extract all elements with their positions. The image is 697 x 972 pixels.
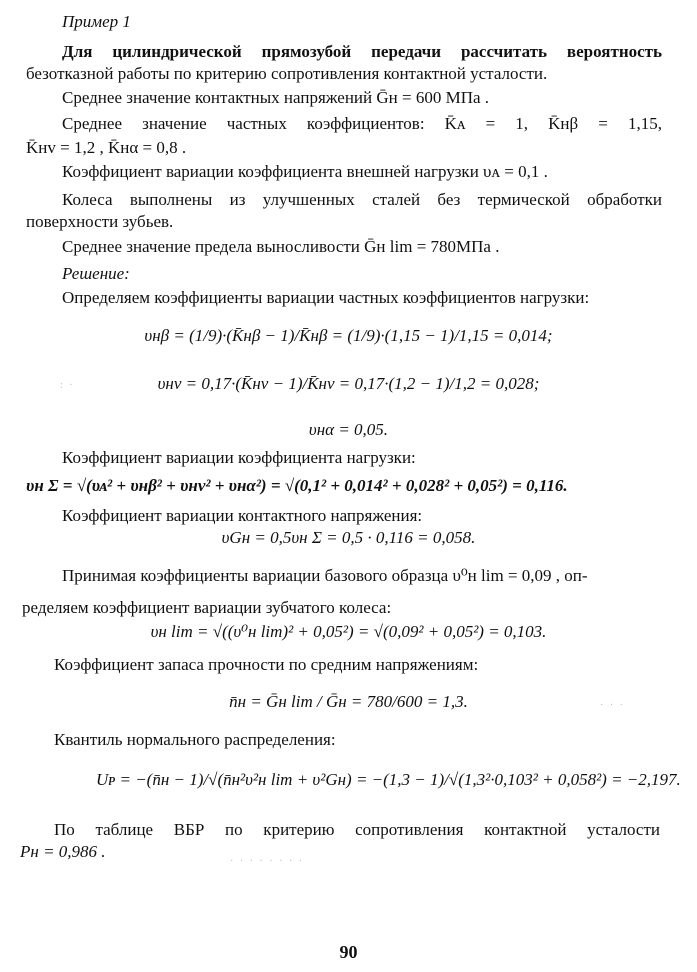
formula-3: υнα = 0,05.: [308, 420, 389, 439]
solution-line-7: По таблице ВБР по критерию сопротивления контактной усталости: [54, 820, 660, 839]
solution-line-5: Коэффициент запаса прочности по средним напряжениям:: [54, 655, 479, 674]
solution-label: Решение:: [62, 264, 130, 283]
scan-noise: · · ·: [600, 700, 625, 711]
task-line-9: Среднее значение предела выносливости Ḡн lim = 780МПа .: [62, 237, 500, 256]
solution-line-3: Коэффициент вариации контактного напряжения:: [62, 506, 423, 525]
page-number: 90: [339, 942, 358, 962]
solution-line-8: Pн = 0,986 .: [20, 842, 106, 861]
task-line-2: безотказной работы по критерию сопротивления контактной усталости.: [26, 64, 548, 83]
task-line-1: Для цилиндрической прямозубой передачи рассчитать вероятность: [62, 42, 662, 61]
task-line-5: K̄нv = 1,2 , K̄нα = 0,8 .: [26, 138, 187, 157]
task-line-4: Среднее значение частных коэффициентов: K̄ᴀ = 1, K̄нβ = 1,15,: [62, 114, 662, 133]
formula-2: υнv = 0,17·(K̄нv − 1)/K̄нv = 0,17·(1,2 − 1)/1,2 = 0,028;: [157, 374, 540, 393]
solution-line-2: Коэффициент вариации коэффициента нагрузки:: [62, 448, 416, 467]
solution-line-6: Квантиль нормального распределения:: [54, 730, 336, 749]
task-line-7: Колеса выполнены из улучшенных сталей без термической обработки: [62, 190, 662, 209]
example-heading: Пример 1: [62, 12, 131, 31]
scan-noise: : ·: [60, 380, 75, 391]
formula-5: υGн = 0,5υн Σ = 0,5 · 0,116 = 0,058.: [221, 528, 476, 547]
formula-1: υнβ = (1/9)·(K̄нβ − 1)/K̄нβ = (1/9)·(1,15 − 1)/1,15 = 0,014;: [144, 326, 553, 345]
task-line-3: Среднее значение контактных напряжений Ḡн = 600 МПа .: [62, 88, 490, 107]
solution-line-4a: Принимая коэффициенты вариации базового образца υ⁰н lim = 0,09 , оп-: [62, 566, 588, 585]
formula-4: υн Σ = √(υᴀ² + υнβ² + υнv² + υнα²) = √(0,1² + 0,014² + 0,028² + 0,05²) = 0,116.: [26, 476, 568, 495]
solution-line-4b: ределяем коэффициент вариации зубчатого колеса:: [22, 598, 392, 617]
formula-8: Uᴘ = −(n̄н − 1)/√(n̄н²υ²н lim + υ²Gн) = −(1,3 − 1)/√(1,3²·0,103² + 0,058²) = −2,197.: [96, 770, 681, 789]
formula-6: υн lim = √((υ⁰н lim)² + 0,05²) = √(0,09² + 0,05²) = 0,103.: [150, 622, 547, 641]
task-line-6: Коэффициент вариации коэффициента внешней нагрузки υᴀ = 0,1 .: [62, 162, 548, 181]
task-line-8: поверхности зубьев.: [26, 212, 174, 231]
formula-7: n̄н = Ḡн lim / Ḡн = 780/600 = 1,3.: [229, 692, 468, 711]
scan-noise: · · · · · · · ·: [230, 856, 305, 867]
solution-line-1: Определяем коэффициенты вариации частных коэффициентов нагрузки:: [62, 288, 590, 307]
